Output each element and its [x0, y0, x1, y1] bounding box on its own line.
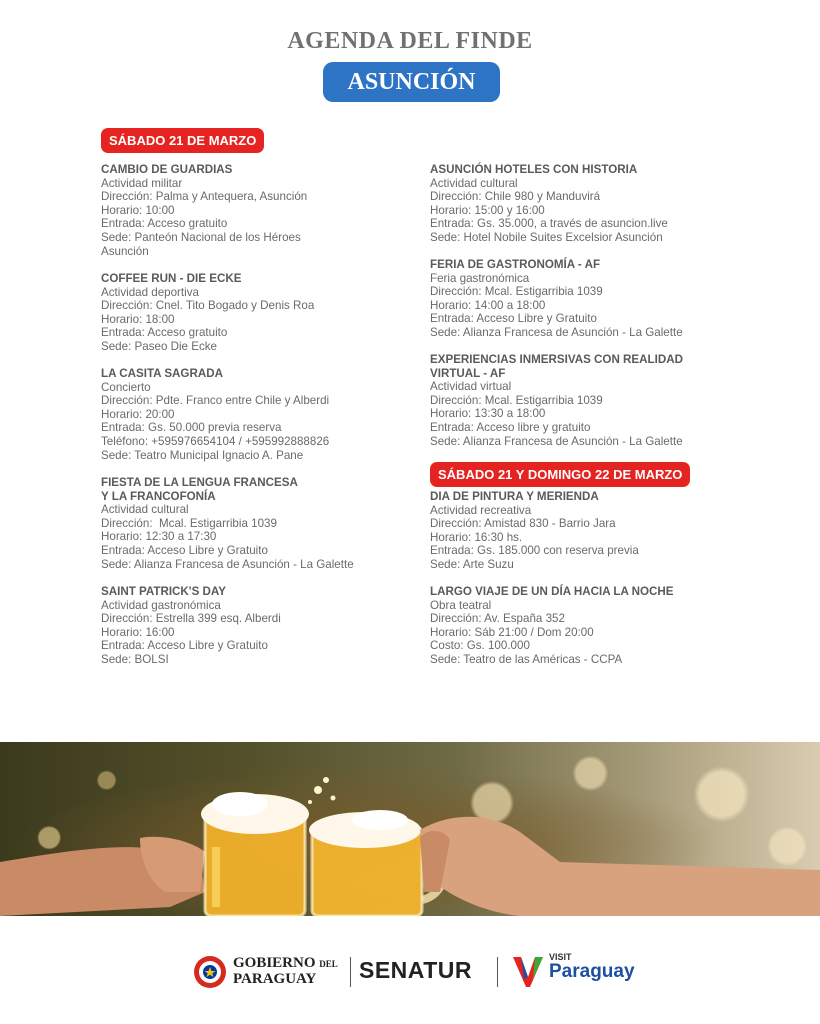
- gobierno-del-label: DEL: [319, 959, 338, 969]
- event-time: Horario: Sáb 21:00 / Dom 20:00: [430, 625, 594, 639]
- event-venue: Sede: Arte Suzu: [430, 557, 514, 571]
- event-time: Horario: 12:30 a 17:30: [101, 530, 217, 544]
- event-coffee-run: [101, 272, 411, 354]
- event-venue: Sede: Hotel Nobile Suites Excelsior Asunción: [430, 230, 663, 244]
- event-title: FERIA DE GASTRONOMÍA - AF: [430, 258, 601, 271]
- event-title: CAMBIO DE GUARDIAS: [101, 163, 233, 176]
- event-type: Actividad virtual: [430, 380, 512, 394]
- event-type: Actividad deportiva: [101, 285, 199, 299]
- event-address: Dirección: Palma y Antequera, Asunción: [101, 190, 308, 204]
- section-label-saturday: SÁBADO 21 DE MARZO: [101, 128, 264, 153]
- visit-label: VISIT: [549, 952, 572, 962]
- event-entry: Entrada: Acceso gratuito: [101, 217, 228, 231]
- event-time: Horario: 14:00 a 18:00: [430, 298, 546, 312]
- event-time: Horario: 16:00: [101, 625, 175, 639]
- city-badge: ASUNCIÓN: [323, 62, 500, 102]
- event-la-casita-sagrada: [101, 367, 411, 462]
- event-entry: Entrada: Acceso Libre y Gratuito: [430, 312, 597, 326]
- beer-toast-photo: [0, 742, 820, 916]
- event-cambio-de-guardias: [101, 163, 411, 258]
- event-entry: Entrada: Gs. 50.000 previa reserva: [101, 421, 282, 435]
- event-saint-patricks-day: [101, 585, 411, 667]
- event-venue: Sede: Alianza Francesa de Asunción - La Galette: [430, 325, 683, 339]
- visit-paraguay-v-icon: [511, 953, 545, 989]
- event-title: DIA DE PINTURA Y MERIENDA: [430, 490, 599, 503]
- event-asuncion-hoteles: [430, 163, 730, 245]
- event-title: COFFEE RUN - DIE ECKE: [101, 272, 242, 285]
- event-type: Actividad militar: [101, 176, 183, 190]
- event-feria-gastronomia: [430, 258, 730, 340]
- paraguay-brand-label: Paraguay: [549, 961, 635, 982]
- event-address: Dirección: Estrella 399 esq. Alberdi: [101, 612, 281, 626]
- event-address: Dirección: Mcal. Estigarribia 1039: [101, 516, 277, 530]
- event-type: Actividad recreativa: [430, 503, 532, 517]
- event-time: Horario: 18:00: [101, 312, 175, 326]
- event-type: Actividad cultural: [101, 503, 189, 517]
- event-address: Dirección: Av. España 352: [430, 612, 565, 626]
- event-title: FIESTA DE LA LENGUA FRANCESA Y LA FRANCOFONÍA: [101, 476, 298, 503]
- paraguay-label: PARAGUAY: [233, 971, 317, 987]
- event-venue: Sede: Paseo Die Ecke: [101, 339, 218, 353]
- event-time: Horario: 15:00 y 16:00: [430, 203, 545, 217]
- event-entry: Entrada: Acceso Libre y Gratuito: [101, 639, 268, 653]
- event-entry: Entrada: Gs. 185.000 con reserva previa: [430, 544, 639, 558]
- event-largo-viaje: [430, 585, 730, 667]
- event-type: Obra teatral: [430, 598, 492, 612]
- event-address: Dirección: Amistad 830 - Barrio Jara: [430, 517, 616, 531]
- event-title: SAINT PATRICK'S DAY: [101, 585, 226, 598]
- event-address: Dirección: Cnel. Tito Bogado y Denis Roa: [101, 299, 315, 313]
- event-venue: Sede: Panteón Nacional de los Héroes: [101, 230, 301, 244]
- event-address: Dirección: Mcal. Estigarribia 1039: [430, 393, 603, 407]
- event-entry: Entrada: Acceso libre y gratuito: [430, 420, 591, 434]
- event-venue: Sede: Alianza Francesa de Asunción - La Galette: [430, 434, 683, 448]
- event-type: Actividad gastronómica: [101, 598, 221, 612]
- senatur-logo: SENATUR: [359, 957, 472, 983]
- beer-toast-illustration: [0, 742, 820, 916]
- event-time: Horario: 16:30 hs.: [430, 530, 523, 544]
- event-type: Feria gastronómica: [430, 271, 530, 285]
- event-entry: Entrada: Acceso Libre y Gratuito: [101, 543, 268, 557]
- event-address: Dirección: Mcal. Estigarribia 1039: [430, 285, 603, 299]
- event-title: EXPERIENCIAS INMERSIVAS CON REALIDAD VIRTUAL - AF: [430, 353, 683, 380]
- event-experiencias-inmersivas: [430, 353, 730, 448]
- event-cost: Costo: Gs. 100.000: [430, 639, 530, 653]
- event-venue-cont: Asunción: [101, 244, 149, 258]
- event-fiesta-lengua-francesa: [101, 476, 411, 571]
- event-time: Horario: 13:30 a 18:00: [430, 407, 546, 421]
- gobierno-label: GOBIERNO: [233, 955, 316, 971]
- gobierno-logo: [193, 956, 345, 988]
- event-type: Concierto: [101, 380, 151, 394]
- event-entry: Entrada: Gs. 35.000, a través de asuncion.live: [430, 217, 668, 231]
- paraguay-seal-icon: [193, 955, 227, 989]
- event-entry: Entrada: Acceso gratuito: [101, 326, 228, 340]
- event-title: LARGO VIAJE DE UN DÍA HACIA LA NOCHE: [430, 585, 674, 598]
- event-venue: Sede: BOLSI: [101, 652, 169, 666]
- event-venue: Sede: Teatro de las Américas - CCPA: [430, 652, 623, 666]
- event-venue: Sede: Teatro Municipal Ignacio A. Pane: [101, 448, 304, 462]
- event-time: Horario: 20:00: [101, 407, 175, 421]
- event-title: LA CASITA SAGRADA: [101, 367, 223, 380]
- event-type: Actividad cultural: [430, 176, 518, 190]
- footer-divider: [350, 957, 351, 987]
- event-dia-de-pintura: [430, 490, 730, 572]
- event-phone: Teléfono: +595976654104 / +595992888826: [101, 434, 330, 448]
- event-title: ASUNCIÓN HOTELES CON HISTORIA: [430, 163, 638, 176]
- event-time: Horario: 10:00: [101, 203, 175, 217]
- page-title: AGENDA DEL FINDE: [287, 28, 533, 54]
- event-venue: Sede: Alianza Francesa de Asunción - La Galette: [101, 557, 354, 571]
- event-address: Dirección: Chile 980 y Manduvirá: [430, 190, 601, 204]
- section-label-weekend: SÁBADO 21 Y DOMINGO 22 DE MARZO: [430, 462, 690, 487]
- event-address: Dirección: Pdte. Franco entre Chile y Alberdi: [101, 394, 330, 408]
- footer-divider: [497, 957, 498, 987]
